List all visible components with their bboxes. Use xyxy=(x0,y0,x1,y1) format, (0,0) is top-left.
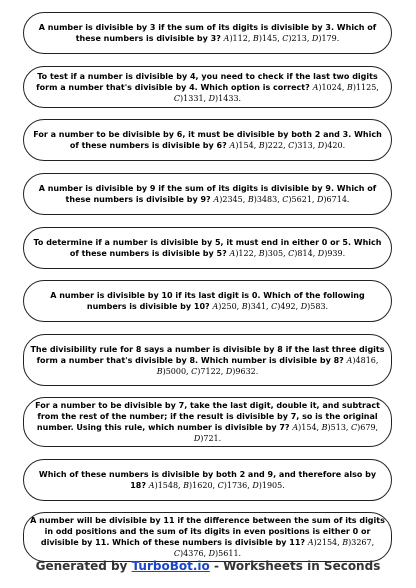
question-5: To determine if a number is divisible by 5, it must end in either 0 or 5. Which of these numbers is divisible by 5? A)122, B)305, C)814, D)939. xyxy=(33,238,382,258)
option-c xyxy=(288,141,318,150)
option-letter: C xyxy=(173,93,181,103)
option-value: )1331, xyxy=(180,93,209,103)
option-letter: B xyxy=(258,141,265,150)
option-d xyxy=(209,94,241,103)
option-b xyxy=(253,34,282,43)
option-c xyxy=(351,423,378,432)
option-letter: B xyxy=(183,481,190,490)
option-letter: C xyxy=(217,481,224,490)
option-d xyxy=(318,141,345,150)
option-value: )1548, xyxy=(154,481,184,490)
footer-prefix: Generated by xyxy=(35,559,132,573)
footer-suffix: - Worksheets in Seconds xyxy=(209,559,381,573)
option-b xyxy=(322,423,351,432)
option-value: )1620, xyxy=(189,481,218,490)
option-c xyxy=(282,34,312,43)
option-a xyxy=(313,83,347,92)
option-letter: D xyxy=(208,93,216,103)
question-card xyxy=(23,280,392,322)
question-card xyxy=(23,459,392,501)
options xyxy=(230,141,346,150)
question-4: A number is divisible by 9 if the sum of its digits is divisible by 9. Which of these numbers is divisible by 9? A)2345, B)3483, C)5621, D)6714. xyxy=(38,184,377,204)
question-card xyxy=(23,512,392,562)
option-letter: A xyxy=(223,34,230,43)
option-letter: C xyxy=(282,34,289,43)
option-value: )721. xyxy=(200,434,222,443)
option-a xyxy=(308,538,342,547)
option-letter: C xyxy=(288,141,295,150)
option-c xyxy=(174,94,209,103)
option-value: )513, xyxy=(327,423,352,432)
option-a xyxy=(347,356,379,365)
option-value: )222, xyxy=(264,141,289,150)
option-value: )313, xyxy=(294,141,318,150)
option-letter: A xyxy=(346,355,353,365)
option-a xyxy=(230,141,259,150)
option-value: )9632. xyxy=(232,366,259,376)
option-letter: A xyxy=(292,423,299,432)
option-value: )341, xyxy=(247,302,272,311)
option-value: )5611. xyxy=(215,549,242,558)
option-value: )2154, xyxy=(313,538,343,547)
option-d xyxy=(209,549,241,558)
question-9: Which of these numbers is divisible by both 2 and 9, and therefore also by 18? A)1548, B)1620, C)1736, D)1905. xyxy=(38,470,377,490)
option-c xyxy=(288,249,318,258)
option-value: )939. xyxy=(324,249,346,258)
option-c xyxy=(174,549,209,558)
option-b xyxy=(157,367,191,376)
option-b xyxy=(342,538,374,547)
option-value: )492, xyxy=(277,302,301,311)
option-letter: D xyxy=(208,549,216,558)
option-letter: A xyxy=(229,141,236,150)
option-b xyxy=(259,141,288,150)
option-letter: C xyxy=(191,366,198,376)
option-a xyxy=(213,195,247,204)
option-letter: D xyxy=(300,302,308,311)
option-a xyxy=(149,481,183,490)
option-letter: A xyxy=(312,82,319,92)
option-c xyxy=(218,481,253,490)
option-a xyxy=(292,423,321,432)
option-value: )145, xyxy=(258,34,283,43)
option-letter: B xyxy=(346,82,353,92)
option-letter: C xyxy=(173,549,181,558)
option-letter: B xyxy=(247,195,254,204)
option-value: )112, xyxy=(229,34,253,43)
option-value: )5621, xyxy=(288,195,317,204)
option-value: )122, xyxy=(235,249,259,258)
option-c xyxy=(191,367,226,376)
question-card xyxy=(23,12,392,54)
option-letter: B xyxy=(342,538,349,547)
option-value: )179. xyxy=(318,34,340,43)
option-letter: A xyxy=(213,195,220,204)
option-b xyxy=(248,195,282,204)
option-value: )1905. xyxy=(258,481,285,490)
option-value: )583. xyxy=(307,302,329,311)
option-b xyxy=(242,302,271,311)
option-value: )250, xyxy=(218,302,242,311)
question-card xyxy=(23,66,392,108)
option-letter: D xyxy=(317,195,324,204)
option-letter: C xyxy=(351,423,358,432)
option-b xyxy=(183,481,217,490)
option-value: )1736, xyxy=(223,481,253,490)
option-b xyxy=(259,249,288,258)
option-value: )2345, xyxy=(219,195,248,204)
option-value: )7122, xyxy=(197,366,226,376)
option-d xyxy=(194,434,221,443)
option-a xyxy=(212,302,241,311)
option-a xyxy=(230,249,259,258)
question-10: A number will be divisible by 11 if the difference between the sum of its digits in odd positions and the sum of its digits in even positions is either 0 or divisible by 11. Which of these numbers is divisible by 11? A)2154, B)3267, C)4376, D)5611. xyxy=(30,516,385,558)
option-d xyxy=(226,367,258,376)
option-d xyxy=(318,249,345,258)
question-card xyxy=(23,173,392,215)
option-value: )305, xyxy=(264,249,289,258)
option-letter: B xyxy=(321,423,328,432)
option-value: )1433. xyxy=(215,93,242,103)
option-letter: C xyxy=(288,249,295,258)
option-value: )3483, xyxy=(253,195,283,204)
options xyxy=(230,249,346,258)
options xyxy=(224,34,340,43)
option-c xyxy=(271,302,301,311)
option-d xyxy=(301,302,328,311)
option-d xyxy=(312,34,339,43)
option-a xyxy=(224,34,253,43)
question-7: The divisibility rule for 8 says a number is divisible by 8 if the last three digits form a number that's divisible by 8. Which number is divisible by 8? A)4816, B)5000, C)7122, D)9632. xyxy=(30,344,385,376)
option-value: )420. xyxy=(324,141,346,150)
option-letter: B xyxy=(241,302,248,311)
option-value: )154, xyxy=(235,141,259,150)
footer xyxy=(0,559,416,573)
option-d xyxy=(317,195,349,204)
options xyxy=(149,481,285,490)
question-1: A number is divisible by 3 if the sum of its digits is divisible by 3. Which of these numbers is divisible by 3? A)112, B)145, C)213, D)179. xyxy=(38,23,377,43)
option-value: )4816, xyxy=(352,355,379,365)
question-card xyxy=(23,227,392,269)
options xyxy=(212,302,328,311)
option-d xyxy=(252,481,284,490)
option-letter: B xyxy=(156,366,163,376)
option-value: )154, xyxy=(298,423,322,432)
option-letter: A xyxy=(307,538,314,547)
option-letter: A xyxy=(148,481,155,490)
option-b xyxy=(347,83,379,92)
option-letter: D xyxy=(317,249,325,258)
option-value: )1024, xyxy=(318,82,347,92)
question-card xyxy=(23,334,392,386)
option-letter: A xyxy=(229,249,236,258)
option-value: )6714. xyxy=(323,195,350,204)
option-value: )679, xyxy=(357,423,379,432)
option-value: )1125, xyxy=(352,82,379,92)
option-letter: D xyxy=(252,481,259,490)
option-value: )213, xyxy=(288,34,312,43)
option-letter: B xyxy=(258,249,265,258)
question-8: For a number to be divisible by 7, take the last digit, double it, and subtract from the rest of the number; if the result is divisible by 7, so is the original number. Using this rule, which number is divisible by 7? A)154, B)513, C)679, D)721. xyxy=(35,401,380,443)
option-c xyxy=(282,195,317,204)
option-letter: D xyxy=(311,34,319,43)
option-letter: C xyxy=(282,195,289,204)
options xyxy=(213,195,349,204)
option-letter: C xyxy=(271,302,278,311)
question-2: To test if a number is divisible by 4, you need to check if the last two digits form a number that's divisible by 4. Which option is correct? A)1024, B)1125, C)1331, D)1433. xyxy=(36,71,379,103)
option-value: )814, xyxy=(294,249,318,258)
option-value: )5000, xyxy=(162,366,192,376)
option-value: )4376, xyxy=(180,549,209,558)
option-letter: D xyxy=(225,366,233,376)
question-card xyxy=(23,397,392,447)
question-6: A number is divisible by 10 if its last digit is 0. Which of the following numbers is divisible by 10? A)250, B)341, C)492, D)583. xyxy=(50,291,365,311)
turbobot-link[interactable]: TurboBot.io xyxy=(131,559,210,573)
option-letter: A xyxy=(212,302,219,311)
option-value: )3267, xyxy=(348,538,375,547)
question-3: For a number to be divisible by 6, it must be divisible by both 2 and 3. Which of these numbers is divisible by 6? A)154, B)222, C)313, D)420. xyxy=(33,130,382,150)
option-letter: D xyxy=(317,141,325,150)
question-card xyxy=(23,119,392,161)
option-letter: B xyxy=(252,34,259,43)
option-letter: D xyxy=(193,434,201,443)
